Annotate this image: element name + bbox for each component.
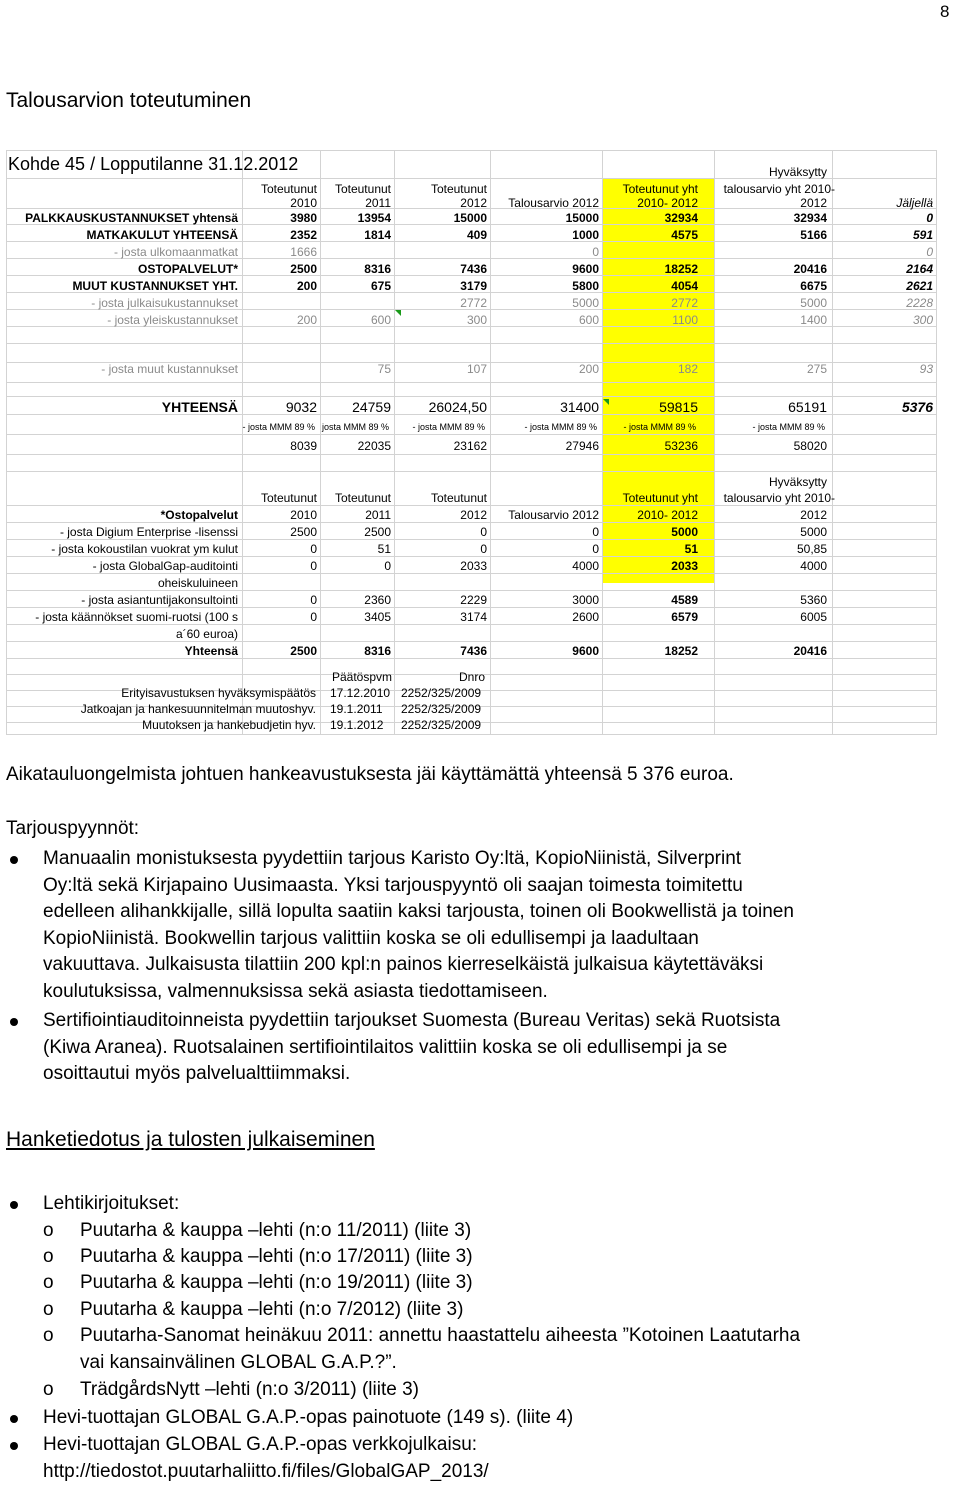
osto-total-value: 9600 [572,644,599,658]
article-item: Puutarha & kauppa –lehti (n:o 11/2011) (liite 3) [80,1220,472,1241]
mmm-label: - josta MMM 89 % [524,422,597,432]
osto-hdr-totyht: Toteutunut yht [622,491,698,505]
osto-row-value: 0 [310,593,317,607]
row-value: 300 [912,313,933,327]
row-value: 5000 [800,296,827,310]
mmm-value: 22035 [357,439,391,453]
osto-row-value: 0 [592,525,599,539]
mmm-value: 23162 [453,439,487,453]
article-item: Puutarha & kauppa –lehti (n:o 17/2011) (liite 3) [80,1246,473,1267]
bullet-icon [10,1442,18,1450]
paragraph-line: KopioNiinistä. Bookwellin tarjous valittiin koska se oli edullisempi ja laadultaan [43,927,699,949]
row-value: 2772 [460,296,487,310]
mmm-value: 58020 [793,439,827,453]
osto-row-value: 2229 [460,593,487,607]
osto-row-value: 3174 [460,610,487,624]
row-value: 0 [926,211,933,225]
osto-row-value: 3000 [572,593,599,607]
row-value: 93 [919,362,933,376]
row-value: 675 [370,279,391,293]
mmm-label: josta MMM 89 % [321,422,389,432]
osto-hdr-2012: 2012 [460,508,487,522]
decision-label: Erityisavustuksen hyväksymispäätös [121,686,316,700]
row-value: 32934 [664,211,698,225]
osto-row-value: 5000 [800,525,827,539]
decision-dnro: 2252/325/2009 [401,718,482,732]
row-value: 600 [578,313,599,327]
article-item: Puutarha & kauppa –lehti (n:o 7/2012) (liite 3) [80,1299,464,1320]
osto-row-label: - josta kokoustilan vuokrat ym kulut [51,542,238,556]
paragraph-line: Oy:ltä sekä Kirjapaino Uusimaasta. Yksi tarjouspyyntö oli saajan toimesta toimitettu [43,874,743,896]
hdr-talousarvio-yht: talousarvio yht 2010- [723,182,835,196]
paragraph-line: koulutuksissa, valmennuksissa sekä asiasta tiedottamiseen. [43,980,548,1002]
row-value: 182 [677,362,698,376]
osto-row-value: 2500 [290,525,317,539]
paragraph-line: Sertifiointiauditoinneista pyydettiin tarjoukset Suomesta (Bureau Veritas) sekä Ruotsista [43,1010,781,1031]
row-value: 1666 [290,245,317,259]
total-value: 5376 [901,399,933,415]
row-value: 13954 [357,211,391,225]
decision-dnro: 2252/325/2009 [401,702,482,716]
row-value: 75 [377,362,391,376]
row-value: 3980 [290,211,317,225]
osto-total-value: 8316 [364,644,391,658]
budget-spreadsheet [6,150,936,735]
osto-hdr-2010: 2010 [290,508,317,522]
row-label: - josta muut kustannukset [101,362,238,376]
mmm-label: - josta MMM 89 % [623,422,696,432]
row-value: 275 [806,362,827,376]
osto-hdr-tot-2011: Toteutunut [334,491,391,505]
paragraph-line: (Kiwa Aranea). Ruotsalainen sertifiointilaitos valittiin koska se oli edullisempi ja se [43,1036,728,1058]
row-value: 9600 [572,262,599,276]
row-value: 4575 [671,228,698,242]
bullet-icon [10,1415,18,1423]
article-item: Puutarha & kauppa –lehti (n:o 19/2011) (liite 3) [80,1272,473,1293]
row-label: MUUT KUSTANNUKSET YHT. [72,279,238,293]
osto-row-value: 0 [480,525,487,539]
hdr-toteutunut-yht: Toteutunut yht [622,182,698,196]
osto-row-label-cont: oheiskuluineen [157,576,238,590]
row-value: 0 [926,245,933,259]
sub-bullet-icon: o [43,1325,54,1346]
row-label: - josta ulkomaanmatkat [113,245,238,259]
article-item: vai kansainvälinen GLOBAL G.A.P.?”. [80,1352,397,1373]
article-item: Puutarha-Sanomat heinäkuu 2011: annettu haastattelu aiheesta ”Kotoinen Laatutarha [80,1325,801,1346]
row-value: 15000 [453,211,487,225]
osto-total-value: 20416 [793,644,827,658]
row-value: 0 [592,245,599,259]
row-value: 18252 [664,262,698,276]
row-value: 1100 [672,313,698,327]
row-value: 7436 [460,262,487,276]
hdr-talousarvio-yht-year: 2012 [800,196,827,210]
section-heading-budget: Talousarvion toteutuminen [6,89,252,112]
decision-date: 17.12.2010 [330,686,391,700]
decision-date: 19.1.2011 [330,702,383,716]
osto-total-value: 2500 [290,644,317,658]
osto-row-value: 51 [684,542,698,556]
osto-row-value: 6579 [671,610,698,624]
total-value: 31400 [560,399,599,415]
osto-row-value: 5000 [671,525,698,539]
sub-bullet-icon: o [43,1299,54,1320]
row-value: 15000 [565,211,599,225]
total-label: YHTEENSÄ [161,399,238,415]
tarjous-heading: Tarjouspyynnöt: [6,818,140,839]
row-value: 6675 [800,279,827,293]
osto-total-value: 18252 [664,644,698,658]
hdr-toteutunut-2011: Toteutunut [334,182,391,196]
mmm-label: - josta MMM 89 % [752,422,825,432]
row-value: 5000 [572,296,599,310]
lehti-label: Lehtikirjoitukset: [43,1193,180,1214]
osto-row-value: 2033 [460,559,487,573]
row-label: PALKKAUSKUSTANNUKSET yhtensä [25,211,238,225]
row-value: 1000 [572,228,599,242]
osto-row-value: 0 [310,610,317,624]
hdr-year-2011: 2011 [365,196,391,210]
decisions-hdr-date: Päätöspvm [332,670,393,684]
row-value: 107 [466,362,487,376]
mmm-label: - josta MMM 89 % [412,422,485,432]
paragraph-line: Manuaalin monistuksesta pyydettiin tarjous Karisto Oy:ltä, KopioNiinistä, Silverprint [43,848,742,869]
row-value: 409 [466,228,487,242]
hdr-talousarvio-2012: Talousarvio 2012 [508,196,599,210]
osto-row-value: 2360 [364,593,391,607]
osto-hdr-tayht-year: 2012 [800,508,827,522]
row-value: 2352 [290,228,317,242]
mmm-value: 53236 [664,439,698,453]
row-value: 2164 [906,262,933,276]
article-item: TrädgårdsNytt –lehti (n:o 3/2011) (liite 3) [80,1379,419,1400]
osto-row-value: 4589 [671,593,698,607]
osto-row-value: 3405 [364,610,391,624]
osto-row-value: 2033 [671,559,698,573]
osto-row-value: 51 [377,542,391,556]
row-value: 3179 [460,279,487,293]
row-value: 591 [912,228,933,242]
osto-row-value: 0 [310,559,317,573]
osto-hdr-tot-2012: Toteutunut [430,491,487,505]
row-value: 5800 [572,279,599,293]
row-value: 200 [296,279,317,293]
hdr-jaljella: Jäljellä [896,196,933,210]
sub-bullet-icon: o [43,1379,54,1400]
tarjous-bullet-2 [43,1008,780,1088]
total-value: 24759 [352,399,391,415]
decision-label: Jatkoajan ja hankesuunnitelman muutoshyv. [80,702,316,716]
hdr-year-2010: 2010 [290,196,317,210]
osto-row-value: 2600 [572,610,599,624]
osto-label: *Ostopalvelut [160,508,238,522]
total-value: 65191 [788,399,827,415]
sub-bullet-icon: o [43,1220,54,1241]
comment-marker [395,310,401,316]
paragraph-line: edelleen alihankkijalle, sillä lopulta saatiin kaksi tarjousta, toinen oli Bookwellistä ja toinen [43,901,794,922]
osto-row-value: 4000 [572,559,599,573]
total-value: 59815 [659,399,698,415]
osto-hdr-range: 2010- 2012 [637,508,698,522]
osto-hdr-ta2012: Talousarvio 2012 [508,508,599,522]
row-value: 4054 [671,279,698,293]
total-value: 9032 [285,399,317,415]
decisions-hdr-dnro: Dnro [459,670,486,684]
row-value: 600 [370,313,391,327]
row-value: 1814 [364,228,391,242]
osto-row-label: - josta Digium Enterprise -lisenssi [59,525,238,539]
bullet-icon [10,1018,18,1026]
osto-row-value: 6005 [800,610,827,624]
hdr-range: 2010- 2012 [637,196,698,210]
row-value: 200 [296,313,317,327]
sheet-title: Kohde 45 / Lopputilanne 31.12.2012 [8,154,299,174]
opas-url-link[interactable]: http://tiedostot.puutarhaliitto.fi/files/GlobalGAP_2013/ [43,1461,489,1482]
row-label: - josta julkaisukustannukset [91,296,238,310]
total-value: 26024,50 [428,399,487,415]
sub-bullet-icon: o [43,1272,54,1293]
bullet-icon [10,1201,18,1209]
row-value: 1400 [800,313,827,327]
hdr-toteutunut-2010: Toteutunut [260,182,317,196]
paragraph-line: osoittautui myös palvelualttiimmaksi. [43,1063,351,1084]
page-number: 8 [940,2,950,21]
hanke-heading: Hanketiedotus ja tulosten julkaiseminen [6,1128,375,1151]
osto-row-value: 50,85 [796,542,827,556]
osto-row-label: - josta asiantuntijakonsultointi [81,593,238,607]
decision-dnro: 2252/325/2009 [401,686,482,700]
sub-bullet-icon: o [43,1246,54,1267]
osto-row-value: 5360 [800,593,827,607]
osto-row-value: 0 [480,542,487,556]
hdr-toteutunut-2012: Toteutunut [430,182,487,196]
hdr-year-2012: 2012 [460,196,487,210]
mmm-value: 8039 [290,439,317,453]
row-value: 2228 [906,296,933,310]
opas-verkko: Hevi-tuottajan GLOBAL G.A.P.-opas verkkojulkaisu: [43,1434,478,1455]
row-value: 5166 [800,228,827,242]
osto-total-label: Yhteensä [184,644,238,658]
osto-row-value: 0 [592,542,599,556]
row-value: 2772 [671,296,698,310]
row-label: - josta yleiskustannukset [107,313,238,327]
mmm-label: - josta MMM 89 % [242,422,315,432]
row-value: 2500 [290,262,317,276]
mmm-value: 27946 [565,439,599,453]
osto-hdr-tot-2010: Toteutunut [260,491,317,505]
osto-hdr-tayht: talousarvio yht 2010- [723,491,835,505]
row-value: 20416 [793,262,827,276]
osto-row-value: 0 [384,559,391,573]
osto-row-value: 4000 [800,559,827,573]
osto-hdr-hyvaksytty: Hyväksytty [768,475,827,489]
note-unused-funds: Aikatauluongelmista johtuen hankeavustuksesta jäi käyttämättä yhteensä 5 376 euroa. [6,764,734,785]
bullet-icon [10,856,18,864]
row-value: 8316 [364,262,391,276]
osto-total-value: 7436 [460,644,487,658]
osto-row-value: 0 [310,542,317,556]
osto-row-label: - josta käännökset suomi-ruotsi (100 s [35,610,238,624]
row-value: 32934 [793,211,827,225]
row-label: OSTOPALVELUT* [137,262,238,276]
hdr-hyvaksytty: Hyväksytty [768,165,827,179]
paragraph-line: vakuuttava. Julkaisusta tilattiin 200 kpl:n painos kierreselkäistä julkaisua käytettäväksi [43,954,764,975]
osto-row-label-cont: a´60 euroa) [175,627,238,641]
tarjous-bullet-1 [43,846,794,1005]
decision-date: 19.1.2012 [330,718,384,732]
row-value: 2621 [906,279,933,293]
decision-label: Muutoksen ja hankebudjetin hyv. [142,718,316,732]
osto-row-value: 2500 [364,525,391,539]
osto-row-label: - josta GlobalGap-auditointi [92,559,238,573]
osto-hdr-2011: 2011 [365,508,391,522]
row-value: 200 [578,362,599,376]
row-label: MATKAKULUT YHTEENSÄ [86,228,238,242]
row-value: 300 [466,313,487,327]
opas-painotuote: Hevi-tuottajan GLOBAL G.A.P.-opas painotuote (149 s). (liite 4) [43,1407,574,1428]
